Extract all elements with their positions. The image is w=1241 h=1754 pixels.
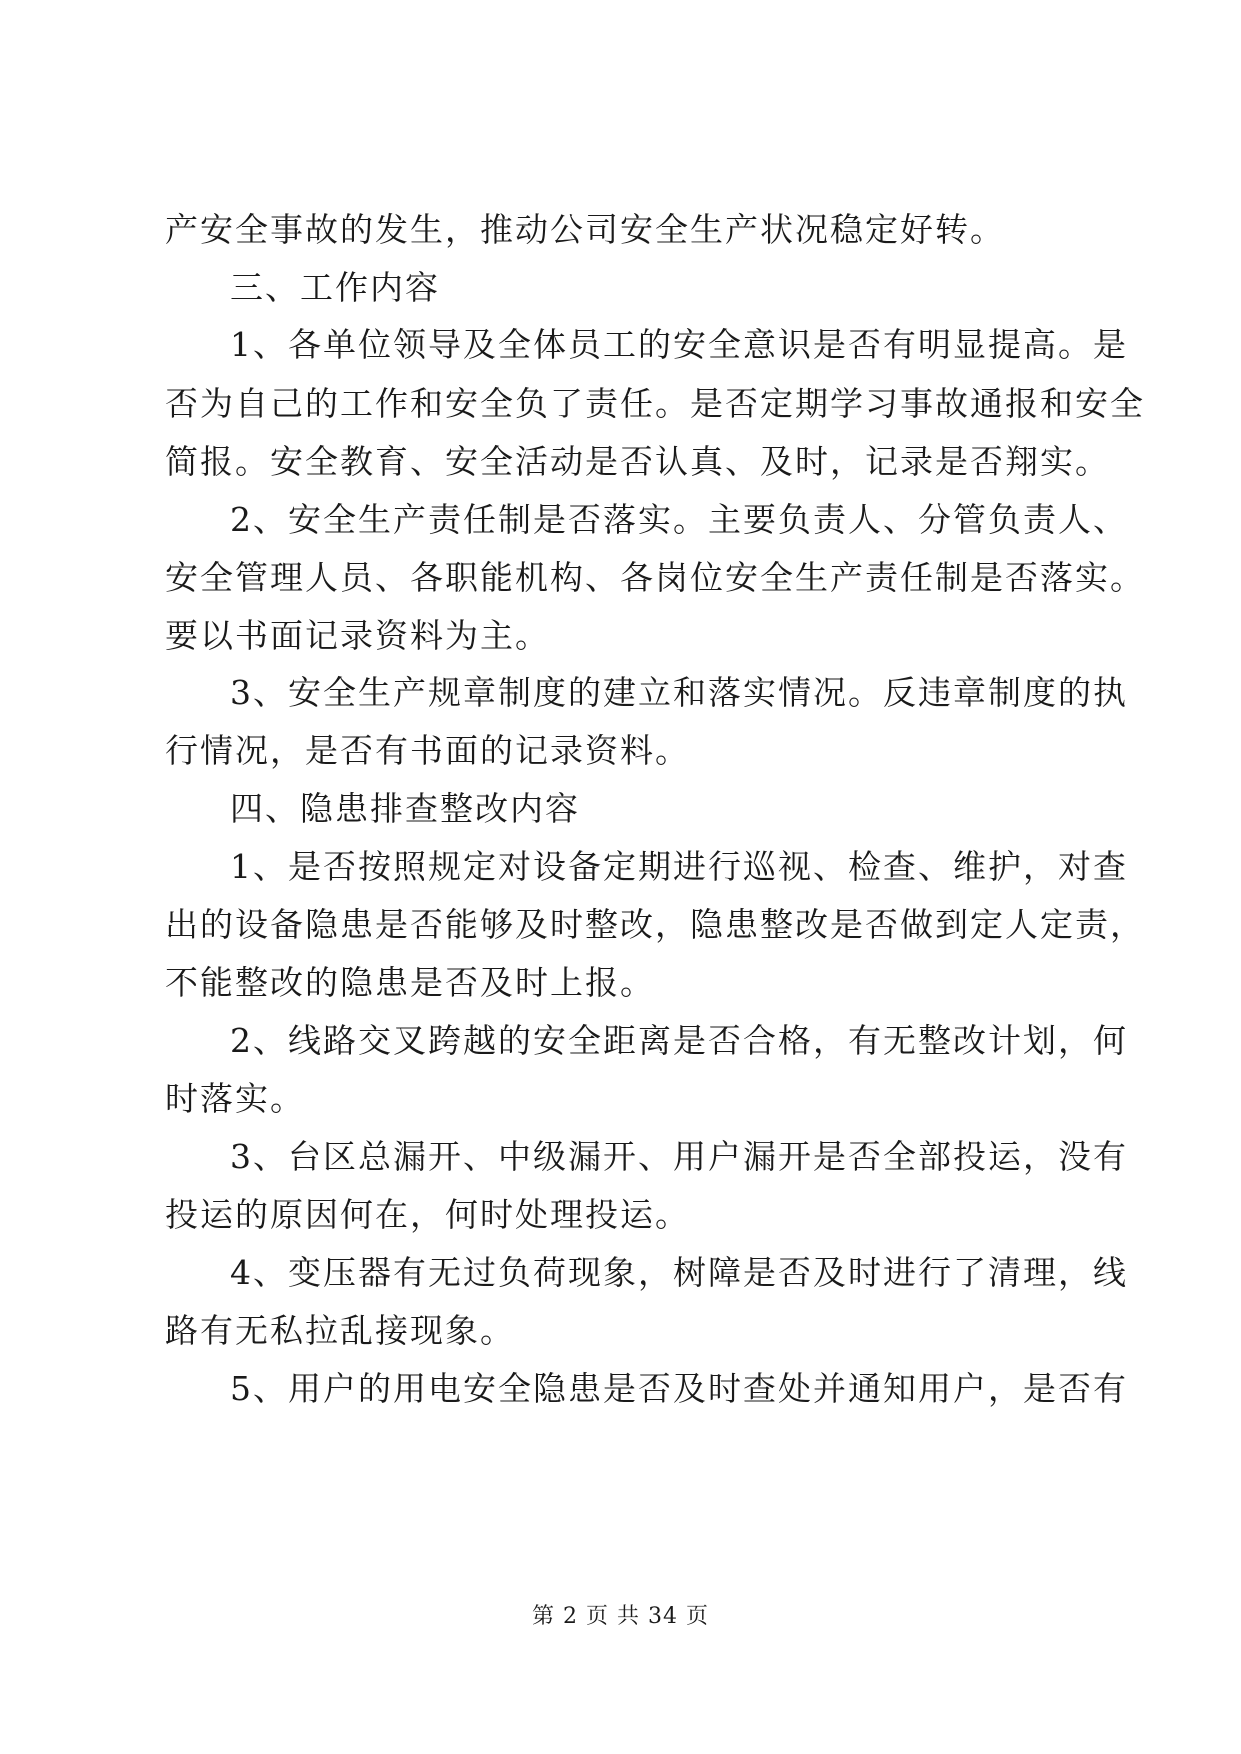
body-line: 行情况，是否有书面的记录资料。 xyxy=(165,731,690,770)
body-line: 路有无私拉乱接现象。 xyxy=(165,1311,515,1350)
section-heading: 三、工作内容 xyxy=(230,268,440,307)
body-line: 要以书面记录资料为主。 xyxy=(165,616,550,655)
body-line: 产安全事故的发生，推动公司安全生产状况稳定好转。 xyxy=(165,210,1005,249)
body-line: 时落实。 xyxy=(165,1079,305,1118)
body-line: 简报。安全教育、安全活动是否认真、及时，记录是否翔实。 xyxy=(165,442,1110,481)
body-line: 3、安全生产规章制度的建立和落实情况。反违章制度的执 xyxy=(230,673,1128,712)
body-line: 安全管理人员、各职能机构、各岗位安全生产责任制是否落实。 xyxy=(165,558,1145,597)
body-line: 2、安全生产责任制是否落实。主要负责人、分管负责人、 xyxy=(230,500,1128,539)
section-heading: 四、隐患排查整改内容 xyxy=(230,789,580,828)
body-line: 否为自己的工作和安全负了责任。是否定期学习事故通报和安全 xyxy=(165,384,1145,423)
body-line: 1、是否按照规定对设备定期进行巡视、检查、维护，对查 xyxy=(230,847,1128,886)
body-line: 5、用户的用电安全隐患是否及时查处并通知用户，是否有 xyxy=(230,1369,1128,1408)
body-line: 1、各单位领导及全体员工的安全意识是否有明显提高。是 xyxy=(230,325,1128,364)
body-line: 不能整改的隐患是否及时上报。 xyxy=(165,963,655,1002)
body-line: 3、台区总漏开、中级漏开、用户漏开是否全部投运，没有 xyxy=(230,1137,1128,1176)
body-line: 投运的原因何在，何时处理投运。 xyxy=(165,1195,690,1234)
body-line: 4、变压器有无过负荷现象，树障是否及时进行了清理，线 xyxy=(230,1253,1128,1292)
body-line: 2、线路交叉跨越的安全距离是否合格，有无整改计划，何 xyxy=(230,1021,1128,1060)
page-footer: 第 2 页 共 34 页 xyxy=(532,1604,709,1629)
body-line: 出的设备隐患是否能够及时整改，隐患整改是否做到定人定责， xyxy=(165,905,1145,944)
